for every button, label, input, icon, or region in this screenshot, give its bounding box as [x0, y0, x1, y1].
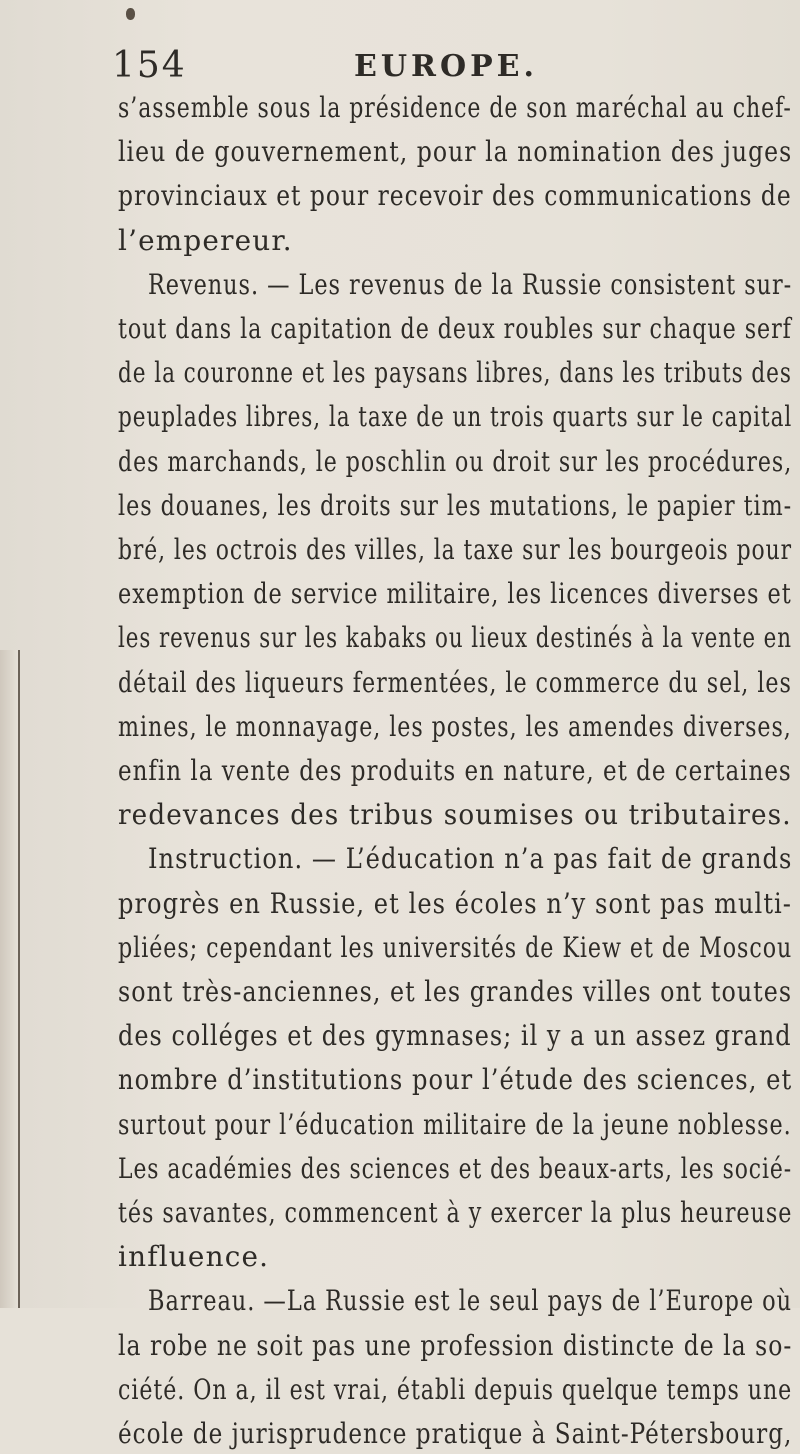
text-line: exemption de service militaire, les licences diverses et [118, 577, 792, 611]
text-line: bré, les octrois des villes, la taxe sur les bourgeois pour [118, 533, 792, 566]
text-line: Les académies des sciences et des beaux-arts, les socié- [118, 1151, 793, 1185]
text-line: enfin la vente des produits en nature, et de certaines [118, 754, 792, 787]
ink-spot [126, 8, 135, 20]
text-line: de la couronne et les paysans libres, dans les tributs des [118, 356, 792, 390]
text-line: nombre d’institutions pour l’étude des sciences, et [118, 1063, 793, 1097]
text-line: Instruction. — L’éducation n’a pas fait de grands [148, 842, 793, 876]
text-line: peuplades libres, la taxe de un trois quarts sur le capital [118, 400, 793, 434]
running-head: EUROPE. [354, 49, 538, 84]
text-line: l’empereur. [118, 223, 293, 257]
text-line: la robe ne soit pas une profession distincte de la so- [118, 1328, 793, 1362]
text-line: surtout pour l’éducation militaire de la jeune noblesse. [118, 1107, 792, 1141]
text-line: tout dans la capitation de deux roubles sur chaque serf [118, 312, 792, 345]
text-line: des colléges et des gymnases; il y a un assez grand [118, 1019, 792, 1053]
text-line: les revenus sur les kabaks ou lieux destinés à la vente en [118, 621, 792, 655]
text-line: pliées; cependant les universités de Kiew et de Moscou [118, 930, 793, 964]
text-line: les douanes, les droits sur les mutations, le papier tim- [118, 488, 793, 522]
text-line: tés savantes, commencent à y exercer la plus heureuse [118, 1196, 793, 1229]
text-line: détail des liqueurs fermentées, le commerce du sel, les [118, 665, 792, 699]
text-line: lieu de gouvernement, pour la nomination des juges [118, 135, 793, 169]
text-line: ciété. On a, il est vrai, établi depuis quelque temps une [118, 1372, 793, 1406]
text-line: Revenus. — Les revenus de la Russie consistent sur- [148, 267, 793, 301]
text-line: des marchands, le poschlin ou droit sur les procédures, [118, 444, 793, 478]
text-line: progrès en Russie, et les écoles n’y sont pas multi- [118, 886, 792, 920]
text-line: influence. [118, 1240, 270, 1274]
text-line: sont très-anciennes, et les grandes villes ont toutes [118, 975, 793, 1008]
text-line: redevances des tribus soumises ou tributaires. [118, 798, 792, 832]
text-line: mines, le monnayage, les postes, les amendes diverses, [118, 709, 792, 743]
text-line: école de jurisprudence pratique à Saint-Pétersbourg, [118, 1417, 793, 1450]
page-number: 154 [112, 45, 187, 86]
text-line: provinciaux et pour recevoir des communications de [118, 179, 792, 213]
text-line: Barreau. —La Russie est le seul pays de l’Europe où [148, 1284, 793, 1318]
page-spine-shadow [0, 650, 20, 1308]
text-line: s’assemble sous la présidence de son maréchal au chef- [118, 91, 792, 124]
